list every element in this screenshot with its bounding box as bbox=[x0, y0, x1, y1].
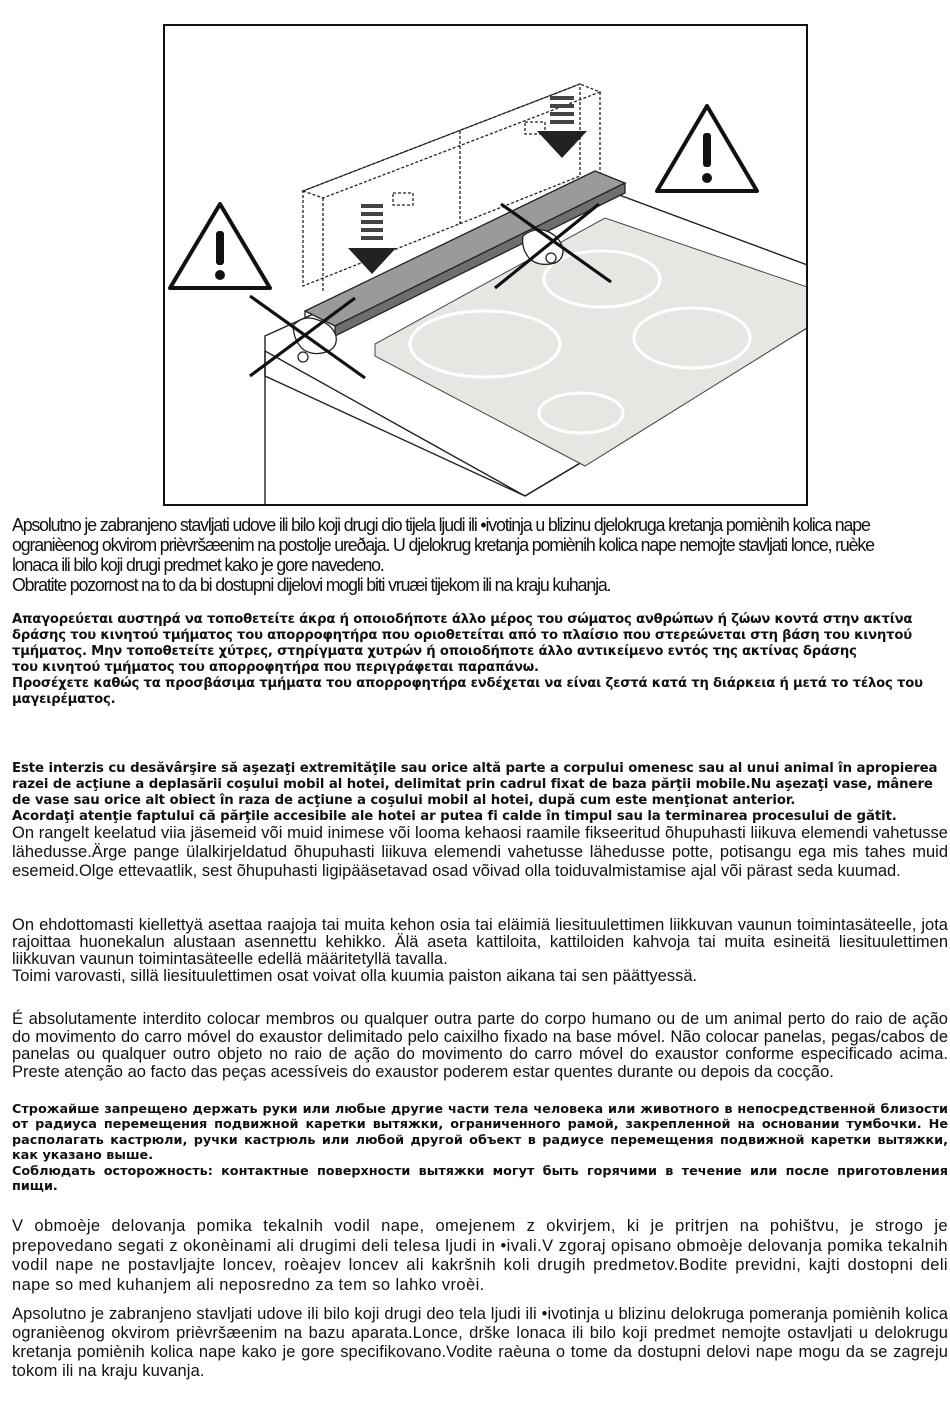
warning-text-russian: Строжайше запрещено держать руки или любые другие части тела человека или животного в непосредственной близости от радиуса перемещения подвижной каретки вытяжки, ограниченного рамой, закрепленной на основании тумбочки. Не располагать кастрюли, ручки кастрюль или любой другой объект в радиусе перемещения подвижной каретки вытяжки, как указано выше. Соблюдать осторожность: контактные поверхности вытяжки могут быть горячими в течение или после приготовления пищи. bbox=[12, 1102, 948, 1195]
warning-text-romanian: Este interzis cu desăvârşire să aşezaţi extremităţile sau orice altă parte a corpului omenesc sau al unui animal în apropierea razei de acţiune a deplasării coşului mobil al hotei, delimitat prin cadrul fixat de baza părţii mobile.Nu aşezaţi vase, mânere de vase sau orice alt obiect în raza de acţiune a coşului mobil al hotei, după cum este menţionat anterior. Acordaţi atenţie faptului că părţile accesibile ale hotei ar putea fi calde în timpul sau la terminarea procesului de gătit. bbox=[12, 761, 938, 824]
warning-text-portuguese: É absolutamente interdito colocar membros ou qualquer outra parte do corpo humano ou de um animal perto do raio de ação do movimento do carro móvel do exaustor delimitado pelo caixilho fixado na base móvel. Não colocar panelas, pegas/cabos de panelas ou qualquer outro objeto no raio de ação do movimento do carro móvel do exaustor conforme especificado acima. Preste atenção ao facto das peças acessíveis do exaustor poderem estar quentes durante ou depois da cocção. bbox=[12, 1010, 948, 1081]
warning-text-greek: Απαγορεύεται αυστηρά να τοποθετείτε άκρα ή οποιοδήποτε άλλο μέρος του σώματος ανθρώπων ή ζώων κοντά στην ακτίνα δράσης του κινητού τμήματος του απορροφητήρα που οριοθετείται από το πλαίσιο που στερεώνεται στη βάση του κινητού τμήματος. Μην τοποθετείτε χύτρες, στηρίγματα χυτρών ή οποιοδήποτε άλλο αντικείμενο εντός της ακτίνας δράσης του κινητού τμήματος του απορροφητήρα που περιγράφεται παραπάνω. Προσέχετε καθώς τα προσβάσιμα τμήματα του απορροφητήρα ενδέχεται να είναι ζεστά κατά τη διάρκεια ή μετά το τέλος του μαγειρέματος. bbox=[12, 612, 923, 707]
warning-triangle-icon bbox=[170, 204, 270, 288]
warning-text-slovenian: V obmoèje delovanja pomika tekalnih vodil nape, omejenem z okvirjem, ki je pritrjen na pohištvu, je strogo je prepovedano segati z okonèinami ali drugimi deli telesa ljudi in •ivali.V zgoraj opisano obmoèje delovanja pomika tekalnih vodil nape ne postavljajte loncev, roèajev loncev ali kakršnih koli drugih predmetov.Bodite previdni, kajti dostopni deli nape so med kuhanjem ali neposredno za tem so lahko vroèi. bbox=[12, 1217, 948, 1294]
warning-illustration bbox=[163, 24, 808, 506]
warning-text-croatian: Apsolutno je zabranjeno stavljati udove ili bilo koji drugi dio tijela ljudi ili •ivotinja u blizinu djelokruga kretanja pomiènih kolica nape ogranièenog okvirom prièvršæenim na postolje ureðaja. U djelokrug kretanja pomiènih kolica nape nemojte stavljati lonce, ruèke lonaca ili bilo koji drugi predmet kako je gore navedeno. Obratite pozornost na to da bi dostupni dijelovi mogli biti vruæi tijekom ili na kraju kuhanja. bbox=[12, 514, 874, 595]
warning-text-serbian: Apsolutno je zabranjeno stavljati udove ili bilo koji drugi deo tela ljudi ili •ivotinja u blizinu delokruga pomeranja pomiènih kolica ogranièenog okvirom prièvršæenim na bazu aparata.Lonce, drške lonaca ili bilo koji predmet nemojte ostavljati u delokrugu kretanja pomiènih kolica nape kako je gore specifikovano.Vodite raèuna o tome da dostupni delovi nape mogu da se zagreju tokom ili na kraju kuvanja. bbox=[12, 1305, 948, 1380]
warning-text-estonian: On rangelt keelatud viia jäsemeid või muid inimese või looma kehaosi raamile fikseeritud õhupuhasti liikuva elemendi vahetusse lähedusse.Ärge pange ülalkirjeldatud õhupuhasti liikuva elemendi vahetusse lähedusse potte, potisangu ega mis tahes muid esemeid.Olge ettevaatlik, sest õhupuhasti ligipääsetavad osad võivad olla toiduvalmistamise ajal või pärast seda kuumad. bbox=[12, 824, 948, 880]
warning-text-finnish: On ehdottomasti kiellettyä asettaa raajoja tai muita kehon osia tai eläimiä liesituulettimen liikkuvan vaunun toimintasäteelle, jota rajoittaa huonekalun alustaan asennettu kehikko. Älä aseta kattiloita, kattiloiden kahvoja tai muita esineitä liesituulettimen liikkuvan vaunun toimintasäteelle edellä määritetyllä tavalla. Toimi varovasti, sillä liesituulettimen osat voivat olla kuumia paiston aikana tai sen päättyessä. bbox=[12, 916, 948, 985]
warning-triangle-icon bbox=[657, 106, 757, 191]
down-arrow-icon bbox=[348, 204, 396, 274]
